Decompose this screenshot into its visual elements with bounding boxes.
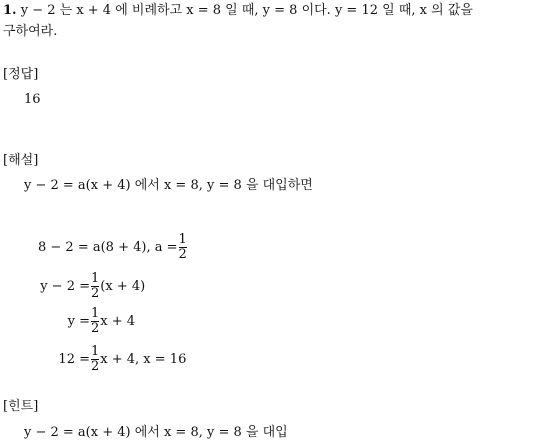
problem-number: 1. [3, 3, 17, 18]
problem-line-2: 구하여라. [3, 24, 58, 39]
eq4-denominator: 2 [91, 359, 100, 374]
solution-intro: y − 2 = a(x + 4) 에서 x = 8, y = 8 을 대입하면 [24, 178, 313, 193]
eq2-fraction [91, 272, 99, 301]
eq4-numerator: 1 [91, 344, 100, 359]
eq4-rhs: x + 4, x = 16 [100, 352, 187, 367]
eq2-denominator: 2 [91, 286, 100, 301]
solution-equation-2 [38, 272, 145, 301]
solution-label: [해설] [3, 153, 39, 168]
eq2-lhs: y − 2 = [40, 279, 90, 294]
answer-value: 16 [24, 92, 41, 107]
problem-line-1 [3, 3, 473, 19]
solution-equation-3 [38, 307, 135, 336]
eq1-fraction [179, 233, 187, 262]
hint-text: y − 2 = a(x + 4) 에서 x = 8, y = 8 을 대입 [24, 425, 288, 440]
eq2-numerator: 1 [91, 271, 100, 286]
eq3-numerator: 1 [91, 306, 100, 321]
eq3-lhs: y = [67, 314, 90, 329]
eq1-denominator: 2 [178, 247, 187, 262]
eq1-lhs: 8 − 2 = a(8 + 4), a = [38, 240, 178, 255]
problem-text-line-1: y − 2 는 x + 4 에 비례하고 x = 8 일 때, y = 8 이다. y = 12 일 때, x 의 값을 [20, 3, 473, 18]
eq4-lhs: 12 = [58, 352, 90, 367]
eq2-rhs: (x + 4) [100, 279, 146, 294]
eq4-fraction [91, 345, 99, 374]
solution-equation-1 [38, 233, 188, 262]
solution-equation-4 [38, 345, 186, 374]
hint-label: [힌트] [3, 399, 39, 414]
answer-label: [정답] [3, 67, 39, 82]
eq3-rhs: x + 4 [100, 314, 136, 329]
eq3-fraction [91, 307, 99, 336]
eq3-denominator: 2 [91, 321, 100, 336]
eq1-numerator: 1 [178, 232, 187, 247]
